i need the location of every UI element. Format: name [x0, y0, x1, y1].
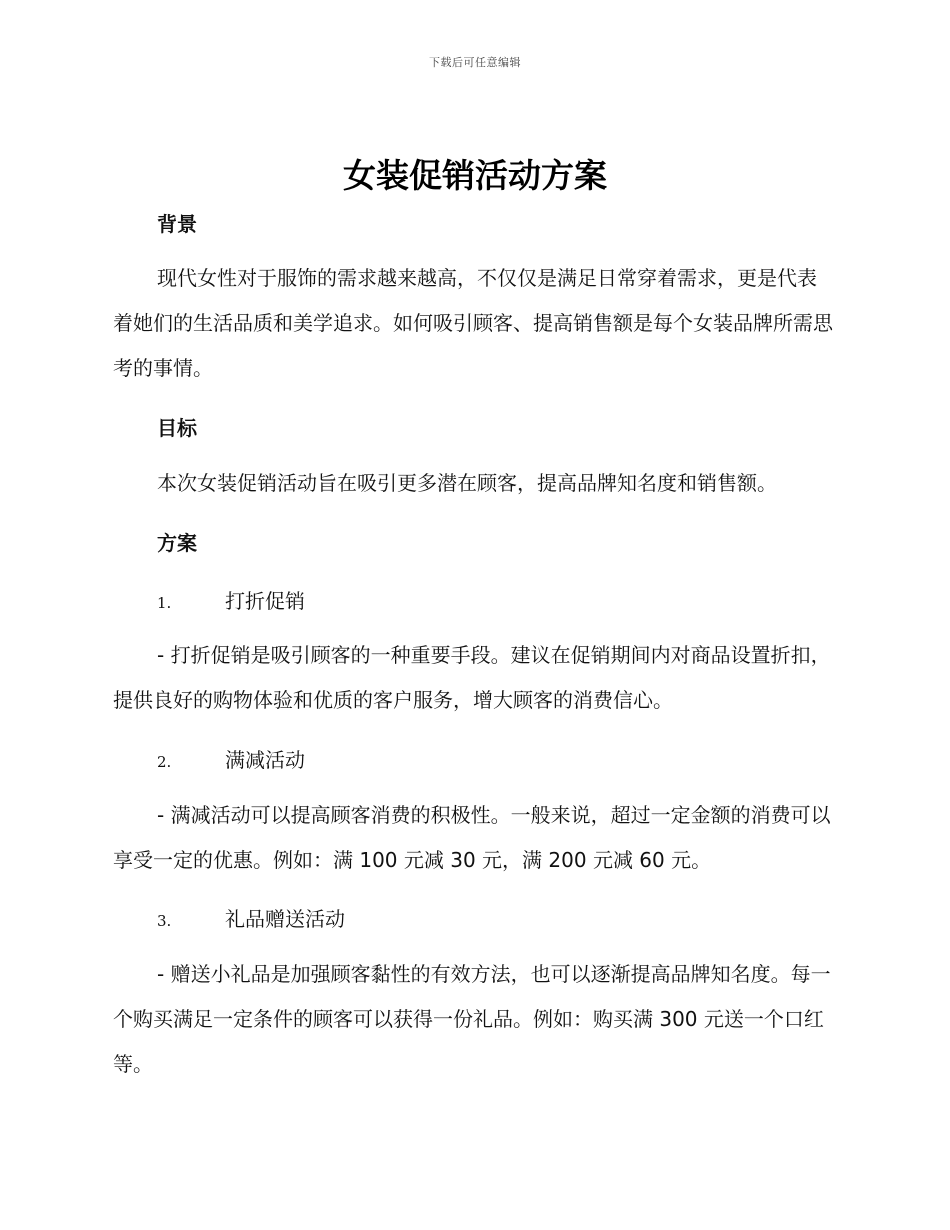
section-heading-plan: 方案: [157, 531, 197, 555]
paragraph-plan-item-2: - 满减活动可以提高顾客消费的积极性。一般来说，超过一定金额的消费可以享受一定的优惠。例如：满 100 元减 30 元，满 200 元减 60 元。: [113, 803, 831, 872]
paragraph-background: 现代女性对于服饰的需求越来越高，不仅仅是满足日常穿着需求，更是代表着她们的生活品质和美学追求。如何吸引顾客、提高销售额是每个女装品牌所需思考的事情。: [113, 266, 833, 380]
page-header-note: 下载后可任意编辑: [429, 56, 521, 69]
list-number: 1.: [157, 594, 172, 612]
section-heading-goal: 目标: [157, 416, 197, 440]
section-heading-background: 背景: [157, 212, 197, 236]
list-item-title: 满减活动: [225, 748, 305, 772]
plan-item-2: [157, 744, 305, 773]
list-item-title: 打折促销: [225, 589, 305, 613]
document-title: 女装促销活动方案: [343, 156, 607, 195]
paragraph-plan-item-3: - 赠送小礼品是加强顾客黏性的有效方法，也可以逐渐提高品牌知名度。每一个购买满足一定条件的顾客可以获得一份礼品。例如：购买满 300 元送一个口红等。: [113, 962, 831, 1076]
paragraph-plan-item-1: - 打折促销是吸引顾客的一种重要手段。建议在促销期间内对商品设置折扣，提供良好的购物体验和优质的客户服务，增大顾客的消费信心。: [113, 643, 831, 712]
plan-item-3: [157, 903, 345, 932]
plan-item-1: [157, 585, 305, 614]
list-number: 3.: [157, 912, 172, 930]
paragraph-goal: 本次女装促销活动旨在吸引更多潜在顾客，提高品牌知名度和销售额。: [157, 471, 777, 495]
list-item-title: 礼品赠送活动: [225, 907, 345, 931]
list-number: 2.: [157, 753, 172, 771]
